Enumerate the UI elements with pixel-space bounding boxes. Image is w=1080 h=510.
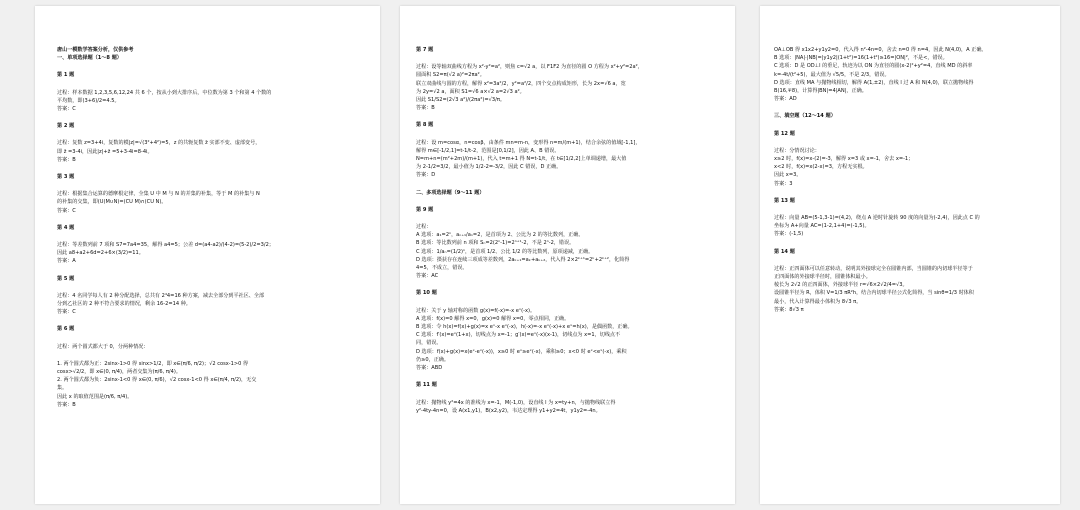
- section-heading: 第 6 题: [57, 326, 75, 333]
- answer-line: 答案：C: [57, 309, 76, 316]
- text-line: 解得 m∈[-1/2,1]=t-1/t-2，范围是[0,1/2]，因此 A、B 错误。: [416, 147, 560, 154]
- blank-line: [774, 103, 1050, 112]
- text-line: 同，错误。: [416, 340, 442, 347]
- section-heading: 第 1 题: [57, 72, 75, 79]
- text-line: C 选项：f′(x)=eˣ(1+x)，切线点为 x=-1；g′(x)=eˣ(-x)(x-1)，切线点为 x=1，切线点不: [416, 332, 621, 339]
- section-heading: 三、填空题（12～14 题）: [774, 113, 836, 120]
- text-line: 坐标为 A+向量 AC=(1-2,1+4)=(-1,5)。: [774, 223, 870, 230]
- text-line: 集。: [57, 385, 68, 392]
- text-line: 过程：: [416, 224, 432, 231]
- text-line: 仍≥0，正确。: [416, 356, 449, 363]
- blank-line: [416, 130, 725, 139]
- text-line: N=m+n=(m²+2m)/(m+1)，代入 t=m+1 得 N=t-1/t，在 t∈[1/2,2]上单调递增，最大值: [416, 156, 627, 163]
- answer-line: 答案：C: [57, 106, 76, 113]
- blank-line: [416, 112, 725, 121]
- blank-line: [774, 138, 1050, 147]
- text-line: OA⊥OB 得 x1x2+y1y2=0，代入得 n²-4n=0，舍去 n=0 得 n=4，因此 N(4,0)，A 正确。: [774, 47, 987, 53]
- answer-line: 答案：(-1,5): [774, 231, 804, 238]
- text-line: D 选项：f(x)+g(x)=x(eˣ-eˣ(-x))，x≥0 时 eˣ≥eˣ(-x)，乘积≥0；x<0 时 eˣ<eˣ(-x)，乘积: [416, 348, 627, 355]
- section-heading: 第 5 题: [57, 275, 75, 282]
- blank-line: [416, 372, 725, 381]
- text-line: 过程：正四面体可以任意转动，说明其外接球完全在圆锥内部，当圆锥的内切球半径等于: [774, 265, 973, 272]
- answer-line: 答案：A: [57, 258, 76, 265]
- text-line: 过程：设 m=cosα，n=cosβ，由条件 mn=m-n，变形得 n=m/(m+1)，结合余弦的值域[-1,1]，: [416, 139, 641, 146]
- text-line: 过程：分情况讨论：: [774, 147, 820, 154]
- document-page-1: [35, 6, 380, 504]
- answer-line: 答案：AC: [416, 273, 439, 280]
- text-line: B 选项：等比数列前 n 项和 Sₙ=2(2ⁿ-1)=2ⁿ⁺¹-2，不是 2ⁿ-2，错误。: [416, 240, 575, 247]
- section-heading: 第 12 题: [774, 130, 795, 137]
- section-heading: 第 2 题: [57, 123, 75, 130]
- blank-line: [57, 164, 370, 173]
- page-content: [416, 46, 725, 498]
- blank-line: [57, 266, 370, 275]
- answer-line: 答案：ABD: [416, 365, 443, 372]
- text-line: C 选项：1/aₙ=(1/2)ⁿ，是首项 1/2、公比 1/2 的等比数列，原项递减，正确。: [416, 248, 594, 255]
- blank-line: [57, 80, 370, 89]
- blank-line: [774, 121, 1050, 130]
- blank-line: [57, 232, 370, 241]
- section-heading: 第 14 题: [774, 248, 795, 255]
- text-line: 4=5，不成立，错误。: [416, 265, 468, 272]
- blank-line: [57, 283, 370, 292]
- blank-line: [57, 215, 370, 224]
- text-line: 即 z̄ =3-4i，因此|z|+z̄ =5+3-4i=8-4i。: [57, 148, 153, 155]
- section-heading: 第 13 题: [774, 197, 795, 204]
- text-line: 过程：等差数列前 7 项和 S7=7a4=35，解得 a4=5；公差 d=(a4-a2)/(4-2)=(5-2)/2=3/2；: [57, 242, 274, 249]
- text-line: 2. 两个圆式都为负：2sinx-1<0 得 x∈(0, π/6)，√2 cosx-1<0 得 x∈(π/4, π/2)，无交: [57, 377, 257, 384]
- blank-line: [57, 181, 370, 190]
- text-line: y²-4ty-4n=0，设 A(x1,y1)，B(x2,y2)，韦达定理得 y1+y2=4t，y1y2=-4n。: [416, 407, 601, 414]
- text-line: 因此 x 的取值范围是(π/6, π/4)。: [57, 393, 133, 400]
- text-line: cosx>√2/2，即 x∈(0, π/4)，两者交集为(π/6, π/4)。: [57, 369, 181, 376]
- blank-line: [774, 256, 1050, 265]
- section-heading: 唐山一模数学答案分析，仅供参考: [57, 47, 134, 53]
- blank-line: [57, 113, 370, 122]
- text-line: 过程：4 名同学每人有 2 种分配选择，总共有 2⁴4=16 种方案，减去全部分到平社区、全部: [57, 292, 265, 299]
- answer-line: 答案：B: [57, 401, 76, 408]
- blank-line: [57, 62, 370, 71]
- text-line: 最小，代入计算得最小体积为 8√3 π。: [774, 298, 862, 305]
- text-line: 平均数，即(3+6)/2=4.5。: [57, 97, 120, 104]
- answer-line: 答案：B: [416, 105, 435, 112]
- text-line: 1. 两个圆式都为正：2sinx-1>0 得 sinx>1/2，即 x∈(π/6, π/2)；√2 cosx-1>0 得: [57, 360, 249, 367]
- text-line: 分到乙社区的 2 种不符合要求的情况，剩余 16-2=14 种。: [57, 301, 191, 308]
- page-content: [774, 46, 1050, 498]
- answer-line: 答案：B: [57, 156, 76, 163]
- blank-line: [57, 334, 370, 343]
- text-line: 过程：抛物线 y²=4x 的准线为 x=-1，M(-1,0)，设直线 l 为 x=ty+n，与抛物线联立得: [416, 399, 616, 406]
- text-line: A 选项：f(x)=0 解得 x=0，g(x)=0 解得 x=0，零点相同，正确。: [416, 315, 570, 322]
- text-line: D 选项：直线 MA 与抛物线相切，解得 A(1,±2)，直线 l 过 A 和 N(4,0)，联立抛物线得: [774, 79, 974, 86]
- text-line: A 选项：a₁=2ⁿ，aₙ₊₁/aₙ=2，是首项为 2、公比为 2 的等比数列，正确。: [416, 232, 584, 239]
- blank-line: [57, 351, 370, 360]
- text-line: 因此 x=3。: [774, 172, 802, 179]
- text-line: x<2 时，f(x)=x(2-x)=3，方程无实根。: [774, 164, 868, 171]
- text-line: 为 2y=√2 a，面积 S1=√6 a×√2 a=2√3 a²。: [416, 88, 525, 95]
- blank-line: [774, 205, 1050, 214]
- text-line: 因此 S1/S2=(2√3 a²)/(2πa²)=√3/π。: [416, 97, 506, 104]
- text-line: 圆面积 S2=π(√2 a)²=2πa²。: [416, 72, 485, 79]
- text-line: x≥2 时，f(x)=x-(2)=-3，解得 x=3 或 x=-1，舍去 x=-1；: [774, 156, 914, 163]
- answer-line: 答案：C: [57, 207, 76, 214]
- document-page-3: [760, 6, 1060, 504]
- blank-line: [416, 298, 725, 307]
- section-heading: 一、单项选择题（1～8 题）: [57, 55, 122, 62]
- text-line: 的补集的交集，即(U(M∪N)=(CU M)∩(CU N)。: [57, 199, 167, 206]
- text-line: 过程：两个圆式都大于 0，分两种情况：: [57, 343, 149, 350]
- page-content: [57, 46, 370, 498]
- blank-line: [57, 130, 370, 139]
- blank-line: [416, 180, 725, 189]
- answer-line: 答案：8√3 π: [774, 306, 804, 313]
- blank-line: [416, 390, 725, 399]
- blank-line: [774, 239, 1050, 248]
- text-line: B 选项：|NA|·|NB|=|y1y2|(1+t²)=16(1+t²)≥16=|ON|²，不是<，错误。: [774, 55, 948, 62]
- text-line: 正四面体的外接球半径时，圆锥体积最小。: [774, 274, 871, 281]
- answer-line: 答案：AD: [774, 96, 797, 103]
- text-line: B 选项：令 h(x)=f(x)+g(x)=x eˣ-x eˣ(-x)，h(-x)=-x eˣ(-x)+x eˣ=h(x)，是偶函数，正确。: [416, 324, 633, 331]
- text-line: 过程：设等轴双曲线方程为 x²-y²=a²，则焦 c=√2 a，以 F1F2 为直径的圆 O 方程为 x²+y²=2a²，: [416, 64, 643, 71]
- answer-line: 答案：D: [416, 172, 436, 179]
- text-line: 为 2-1/2=3/2，最小值为 1/2-2=-3/2，因此 C 错误，D 正确。: [416, 164, 562, 171]
- section-heading: 第 7 题: [416, 47, 434, 53]
- section-heading: 第 9 题: [416, 206, 434, 213]
- blank-line: [774, 188, 1050, 197]
- section-heading: 第 4 题: [57, 224, 75, 231]
- section-heading: 二、多项选择题（9～11 题）: [416, 189, 485, 196]
- blank-line: [416, 214, 725, 223]
- section-heading: 第 10 题: [416, 290, 437, 297]
- text-line: 联立双曲线与圆的方程，解得 x²=3a²/2，y²=a²/2，四个交点构成矩形，长为 2x=√6 a，宽: [416, 80, 626, 87]
- blank-line: [57, 316, 370, 325]
- text-line: D 选项：摄获存在连续三项成等差数列，2aₖ₊₁=aₖ+aₖ₊₂，代入得 2×2ᵏ⁺¹=2ᵏ+2ᵏ⁺²，化简得: [416, 256, 630, 263]
- blank-line: [416, 280, 725, 289]
- text-line: C 选项：D 是 OD⊥l 的垂足，轨迹为以 ON 为直径的圆(x-2)²+y²=4，直线 MD 的斜率: [774, 63, 973, 70]
- text-line: 因此 a8+a2+6d=2+6×(3/2)=11。: [57, 250, 144, 257]
- text-line: B(16,∓8)，计算得|BN|=4|AN|，正确。: [774, 88, 867, 95]
- document-page-2: [400, 6, 735, 504]
- answer-line: 答案：3: [774, 180, 793, 187]
- section-heading: 第 8 题: [416, 122, 434, 129]
- text-line: 棱长为 2√2 的正四面体，外接球半径 r=√6×2√2/4=√3。: [774, 282, 908, 289]
- text-line: 过程：关于 y 轴对称的函数 g(x)=f(-x)=-x eˣ(-x)。: [416, 307, 536, 314]
- section-heading: 第 3 题: [57, 174, 75, 181]
- text-line: 过程：复数 z=3+4i，复数的模|z|=√(3²+4²)=5，z 的共轭复数 z̄ 实部不变、虚部变号，: [57, 140, 261, 147]
- section-heading: 第 11 题: [416, 382, 437, 389]
- text-line: 过程：向量 AB=(5-1,3-1)=(4,2)，绕点 A 逆时针旋转 90 度的向量为(-2,4)，因此点 C 的: [774, 215, 980, 222]
- text-line: k=-4t/(t²+5)，最大值为 √5/5，不是 2/3，错误。: [774, 71, 890, 78]
- blank-line: [416, 54, 725, 63]
- text-line: 过程：根据集合运算的德摩根定律，全集 U 中 M 与 N 的并集的补集，等于 M 的补集与 N: [57, 191, 260, 198]
- text-line: 设圆锥半径为 R，体积 V=1/3 πR²h，结合内切球半径公式化简得，当 sinθ=1/3 时体积: [774, 290, 974, 297]
- blank-line: [416, 197, 725, 206]
- text-line: 过程：样本数据 1,2,3,5,6,12,24 共 6 个，按从小到大排序后，中位数为第 3 个和第 4 个数的: [57, 89, 272, 96]
